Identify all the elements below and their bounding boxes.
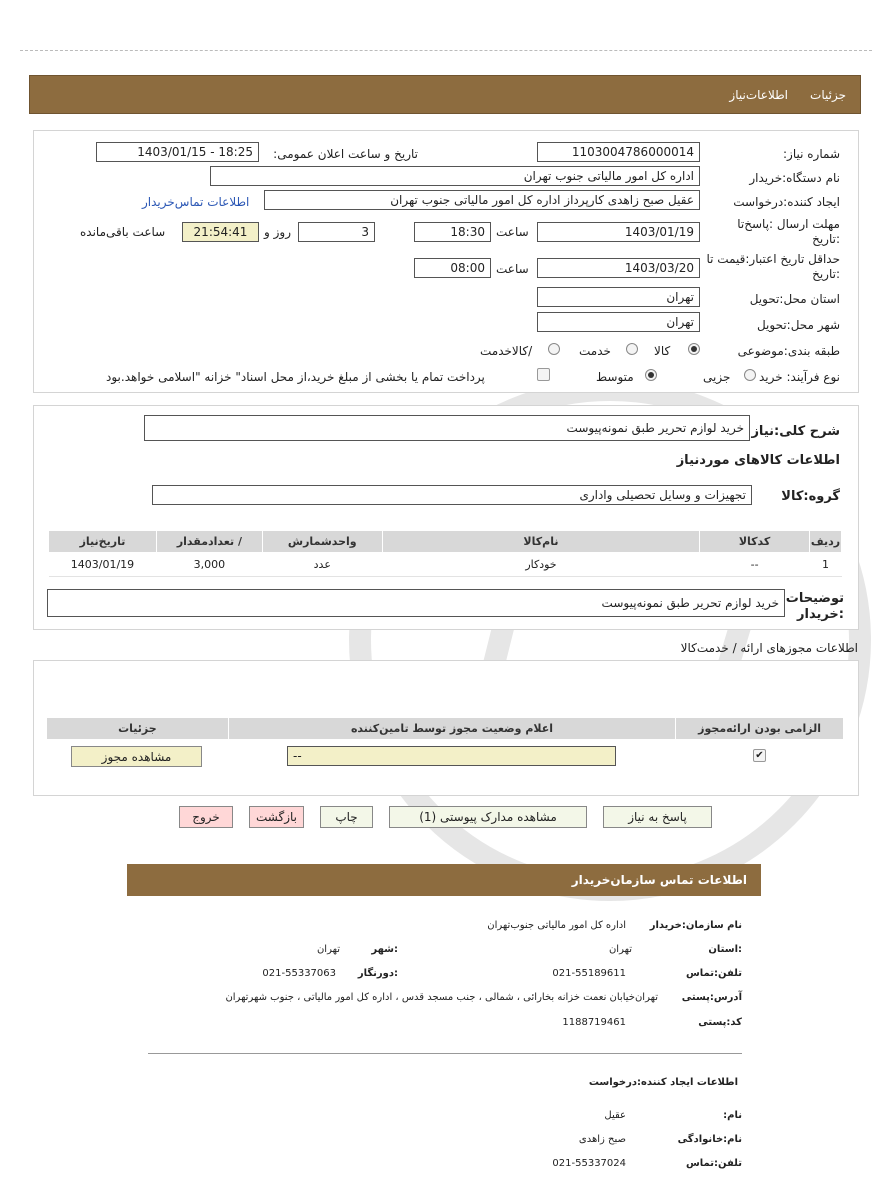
col-permit-details: جزئیات: [47, 718, 229, 740]
col-permit-status: اعلام وضعیت مجوز توسط تامین‌کننده: [228, 718, 675, 740]
org-value: اداره کل امور مالیاتی جنوب‌تهران: [487, 920, 626, 931]
buyer-org-label: نام دستگاه:خریدار: [749, 171, 840, 185]
province-field: تهران: [537, 287, 700, 307]
permits-table: [46, 717, 844, 740]
process-label: نوع فرآیند: خرید: [759, 370, 840, 384]
creator-family-label: نام:خانوادگی: [677, 1134, 742, 1145]
col-row: ردیف: [810, 531, 842, 553]
exit-button[interactable]: خروج: [179, 806, 233, 828]
validity-time-field: 08:00: [414, 258, 491, 278]
remaining-time-field: 21:54:41: [182, 222, 259, 242]
days-label: روز و: [264, 225, 291, 239]
validity-date-field: 1403/03/20: [537, 258, 700, 278]
announce-field: 1403/01/15 - 18:25: [96, 142, 259, 162]
creator-name-label: نام:: [723, 1110, 742, 1121]
creator-field: عقیل صبح زاهدی کارپرداز اداره کل امور مالیاتی جنوب تهران: [264, 190, 700, 210]
org-label: نام سازمان:خریدار: [649, 920, 742, 931]
permits-title: اطلاعات مجوزهای ارائه / خدمت‌کالا: [680, 641, 858, 655]
city-contact-label: :شهر: [371, 944, 398, 955]
process-medium-label: متوسط: [596, 370, 634, 384]
need-number-label: شماره نیاز:: [783, 147, 840, 161]
category-service-label: خدمت: [579, 344, 611, 358]
print-button[interactable]: چاپ: [320, 806, 373, 828]
deadline-time-field: 18:30: [414, 222, 491, 242]
goods-group-label: گروه:کالا: [781, 489, 840, 504]
creator-phone-value: 021-55337024: [552, 1158, 626, 1169]
cell-unit: عدد: [262, 553, 382, 577]
treasury-payment-note: پرداخت تمام یا بخشی از مبلغ خرید،از محل اسناد" خزانه "اسلامی خواهد.بود: [106, 370, 485, 384]
buyer-contact-link[interactable]: اطلاعات تماس‌خریدار: [142, 195, 250, 209]
creator-family-value: صبح زاهدی: [578, 1134, 626, 1145]
col-name: نام‌کالا: [382, 531, 699, 553]
view-attachments-button[interactable]: مشاهده مدارک پیوستی (1): [389, 806, 587, 828]
description-field: خرید لوازم تحریر طبق نمونه‌پیوست: [144, 415, 750, 441]
process-medium-radio[interactable]: [645, 369, 657, 381]
top-divider: [20, 50, 872, 51]
fax-label: :دورنگار: [357, 968, 398, 979]
tab-details[interactable]: جزئیات: [810, 88, 846, 102]
treasury-payment-checkbox[interactable]: [537, 368, 550, 381]
items-table-header: [49, 531, 842, 553]
category-service-radio[interactable]: [626, 343, 638, 355]
process-partial-label: جزیی: [703, 370, 731, 384]
contact-title: اطلاعات تماس سازمان‌خریدار: [571, 873, 747, 887]
city-field: تهران: [537, 312, 700, 332]
province-contact-label: :استان: [708, 944, 742, 955]
creator-label: ایجاد کننده:درخواست: [733, 195, 840, 209]
category-goods-label: کالا: [654, 344, 671, 358]
remaining-label: ساعت باقی‌مانده: [80, 225, 166, 239]
city-contact-value: تهران: [316, 944, 340, 955]
buyer-notes-field: خرید لوازم تحریر طبق نمونه‌پیوست: [47, 589, 785, 617]
cell-code: --: [700, 553, 810, 577]
page-header: [29, 75, 861, 114]
creator-section-title: اطلاعات ایجاد کننده:درخواست: [588, 1077, 738, 1088]
col-code: کدکالا: [700, 531, 810, 553]
announce-label: تاریخ و ساعت اعلان عمومی:: [273, 147, 418, 161]
permit-required-checkbox: ✔: [753, 749, 766, 762]
creator-name-value: عقیل: [604, 1110, 626, 1121]
col-unit: واحدشمارش: [262, 531, 382, 553]
phone-value: 021-55189611: [552, 968, 626, 979]
col-date: تاریخ‌نیاز: [49, 531, 157, 553]
address-value: تهران‌خیابان نعمت خزانه بخارائی ، شمالی ، جنب مسجد قدس ، اداره کل امور مالیاتی ، جنوب شهرتهران: [225, 992, 658, 1003]
city-label: شهر محل:تحویل: [756, 318, 840, 332]
fax-value: 021-55337063: [262, 968, 336, 979]
category-both-label: /کالاخدمت: [480, 344, 533, 358]
items-section-title: اطلاعات کالاهای موردنیاز: [676, 453, 840, 468]
need-number-field: 1103004786000014: [537, 142, 700, 162]
postal-label: کد:پستی: [698, 1017, 742, 1028]
days-field: 3: [298, 222, 375, 242]
deadline-time-label: ساعت: [496, 225, 529, 239]
deadline-date-field: 1403/01/19: [537, 222, 700, 242]
contact-header: [127, 864, 761, 896]
cell-date: 1403/01/19: [49, 553, 157, 577]
goods-group-field: تجهیزات و وسایل تحصیلی واداری: [152, 485, 752, 505]
cell-row: 1: [810, 553, 842, 577]
province-label: استان محل:تحویل: [749, 292, 840, 306]
cell-qty: 3,000: [156, 553, 262, 577]
validity-time-label: ساعت: [496, 262, 529, 276]
contact-divider: [148, 1053, 742, 1054]
reply-button[interactable]: پاسخ به نیاز: [603, 806, 712, 828]
process-partial-radio[interactable]: [744, 369, 756, 381]
postal-value: 1188719461: [562, 1017, 626, 1028]
deadline-label: مهلت ارسال :پاسخ‌تا :تاریخ: [737, 217, 840, 246]
buyer-notes-label: توضیحات :خریدار: [785, 591, 844, 622]
tab-need-info[interactable]: اطلاعات‌نیاز: [729, 88, 788, 102]
permits-table-header: [47, 718, 844, 740]
view-permit-button[interactable]: مشاهده مجوز: [71, 746, 202, 767]
permit-status-field: --: [287, 746, 616, 766]
back-button[interactable]: بازگشت: [249, 806, 304, 828]
cell-name: خودکار: [382, 553, 699, 577]
col-qty: / تعدادمقدار: [156, 531, 262, 553]
validity-label: حداقل تاریخ اعتبار:قیمت تا :تاریخ: [706, 252, 840, 281]
category-goods-radio[interactable]: [688, 343, 700, 355]
creator-phone-label: تلفن:تماس: [685, 1158, 742, 1169]
col-permit-required: الزامی بودن ارائه‌مجوز: [676, 718, 844, 740]
phone-label: تلفن:تماس: [685, 968, 742, 979]
description-label: شرح کلی:نیاز: [751, 424, 840, 439]
province-contact-value: تهران: [608, 944, 632, 955]
buyer-org-field: اداره کل امور مالیاتی جنوب تهران: [210, 166, 700, 186]
address-label: آدرس:پستی: [681, 992, 742, 1003]
items-table: [48, 530, 842, 577]
table-row: [49, 553, 842, 577]
category-label: طبقه بندی:موضوعی: [737, 344, 840, 358]
category-both-radio[interactable]: [548, 343, 560, 355]
